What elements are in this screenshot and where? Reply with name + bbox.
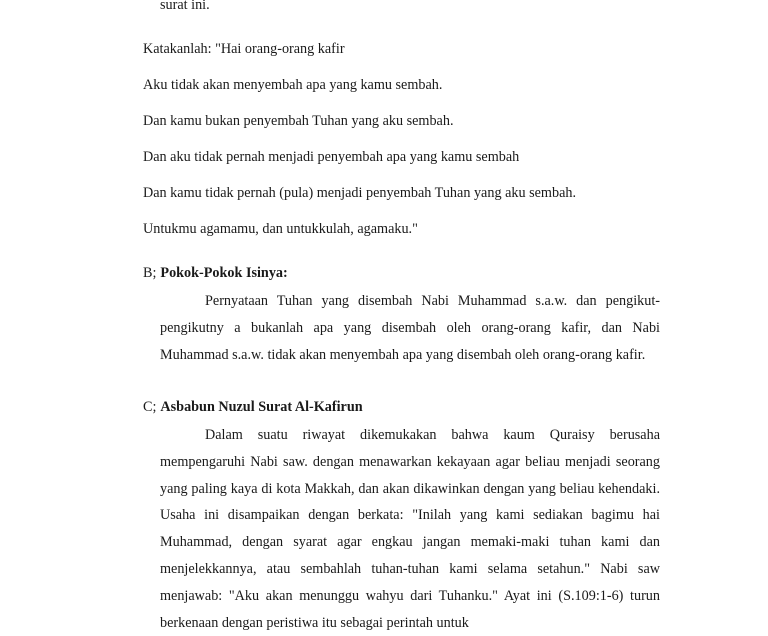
verse-line-3: Dan kamu bukan penyembah Tuhan yang aku sembah. xyxy=(143,113,454,129)
section-c-title: Asbabun Nuzul Surat Al-Kafirun xyxy=(160,399,363,415)
verse-line-5: Dan kamu tidak pernah (pula) menjadi penyembah Tuhan yang aku sembah. xyxy=(143,185,577,201)
section-c-marker: C; xyxy=(143,399,157,415)
section-c-heading xyxy=(143,399,363,416)
verse-line-6: Untukmu agamamu, dan untukkulah, agamaku." xyxy=(143,221,418,237)
verse-line-1: Katakanlah: "Hai orang-orang kafir xyxy=(143,41,345,57)
section-c-paragraph: Dalam suatu riwayat dikemukakan bahwa kaum Quraisy berusaha mempengaruhi Nabi saw. dengan menawarkan kekayaan agar beliau menjadi seorang yang paling kaya di kota Makkah, dan akan dikawinkan dengan yang beliau kehendaki. Usaha ini disampaikan dengan berkata: "Inilah yang kami sediakan bagimu hai Muhammad, dengan syarat agar engkau jangan memaki-maki tuhan kami dan menjelekkannya, atau sembahlah tuhan-tuhan kami selama setahun." Nabi saw menjawab: "Aku akan menunggu wahyu dari Tuhanku." Ayat ini (S.109:1-6) turun berkenaan dengan peristiwa itu sebagai perintah untuk xyxy=(160,427,660,631)
verse-line-4: Dan aku tidak pernah menjadi penyembah apa yang kamu sembah xyxy=(143,149,520,165)
previous-paragraph-fragment: surat ini. xyxy=(160,0,210,13)
verse-line-2: Aku tidak akan menyembah apa yang kamu sembah. xyxy=(143,77,443,93)
section-b-title: Pokok-Pokok Isinya: xyxy=(160,265,288,281)
section-b-marker: B; xyxy=(143,265,157,281)
section-b-paragraph: Pernyataan Tuhan yang disembah Nabi Muhammad s.a.w. dan pengikut-pengikutny a bukanlah apa yang disembah oleh orang-orang kafir, dan Nabi Muhammad s.a.w. tidak akan menyembah apa yang disembah oleh orang-orang kafir. xyxy=(160,293,660,363)
section-b-heading xyxy=(143,265,288,282)
